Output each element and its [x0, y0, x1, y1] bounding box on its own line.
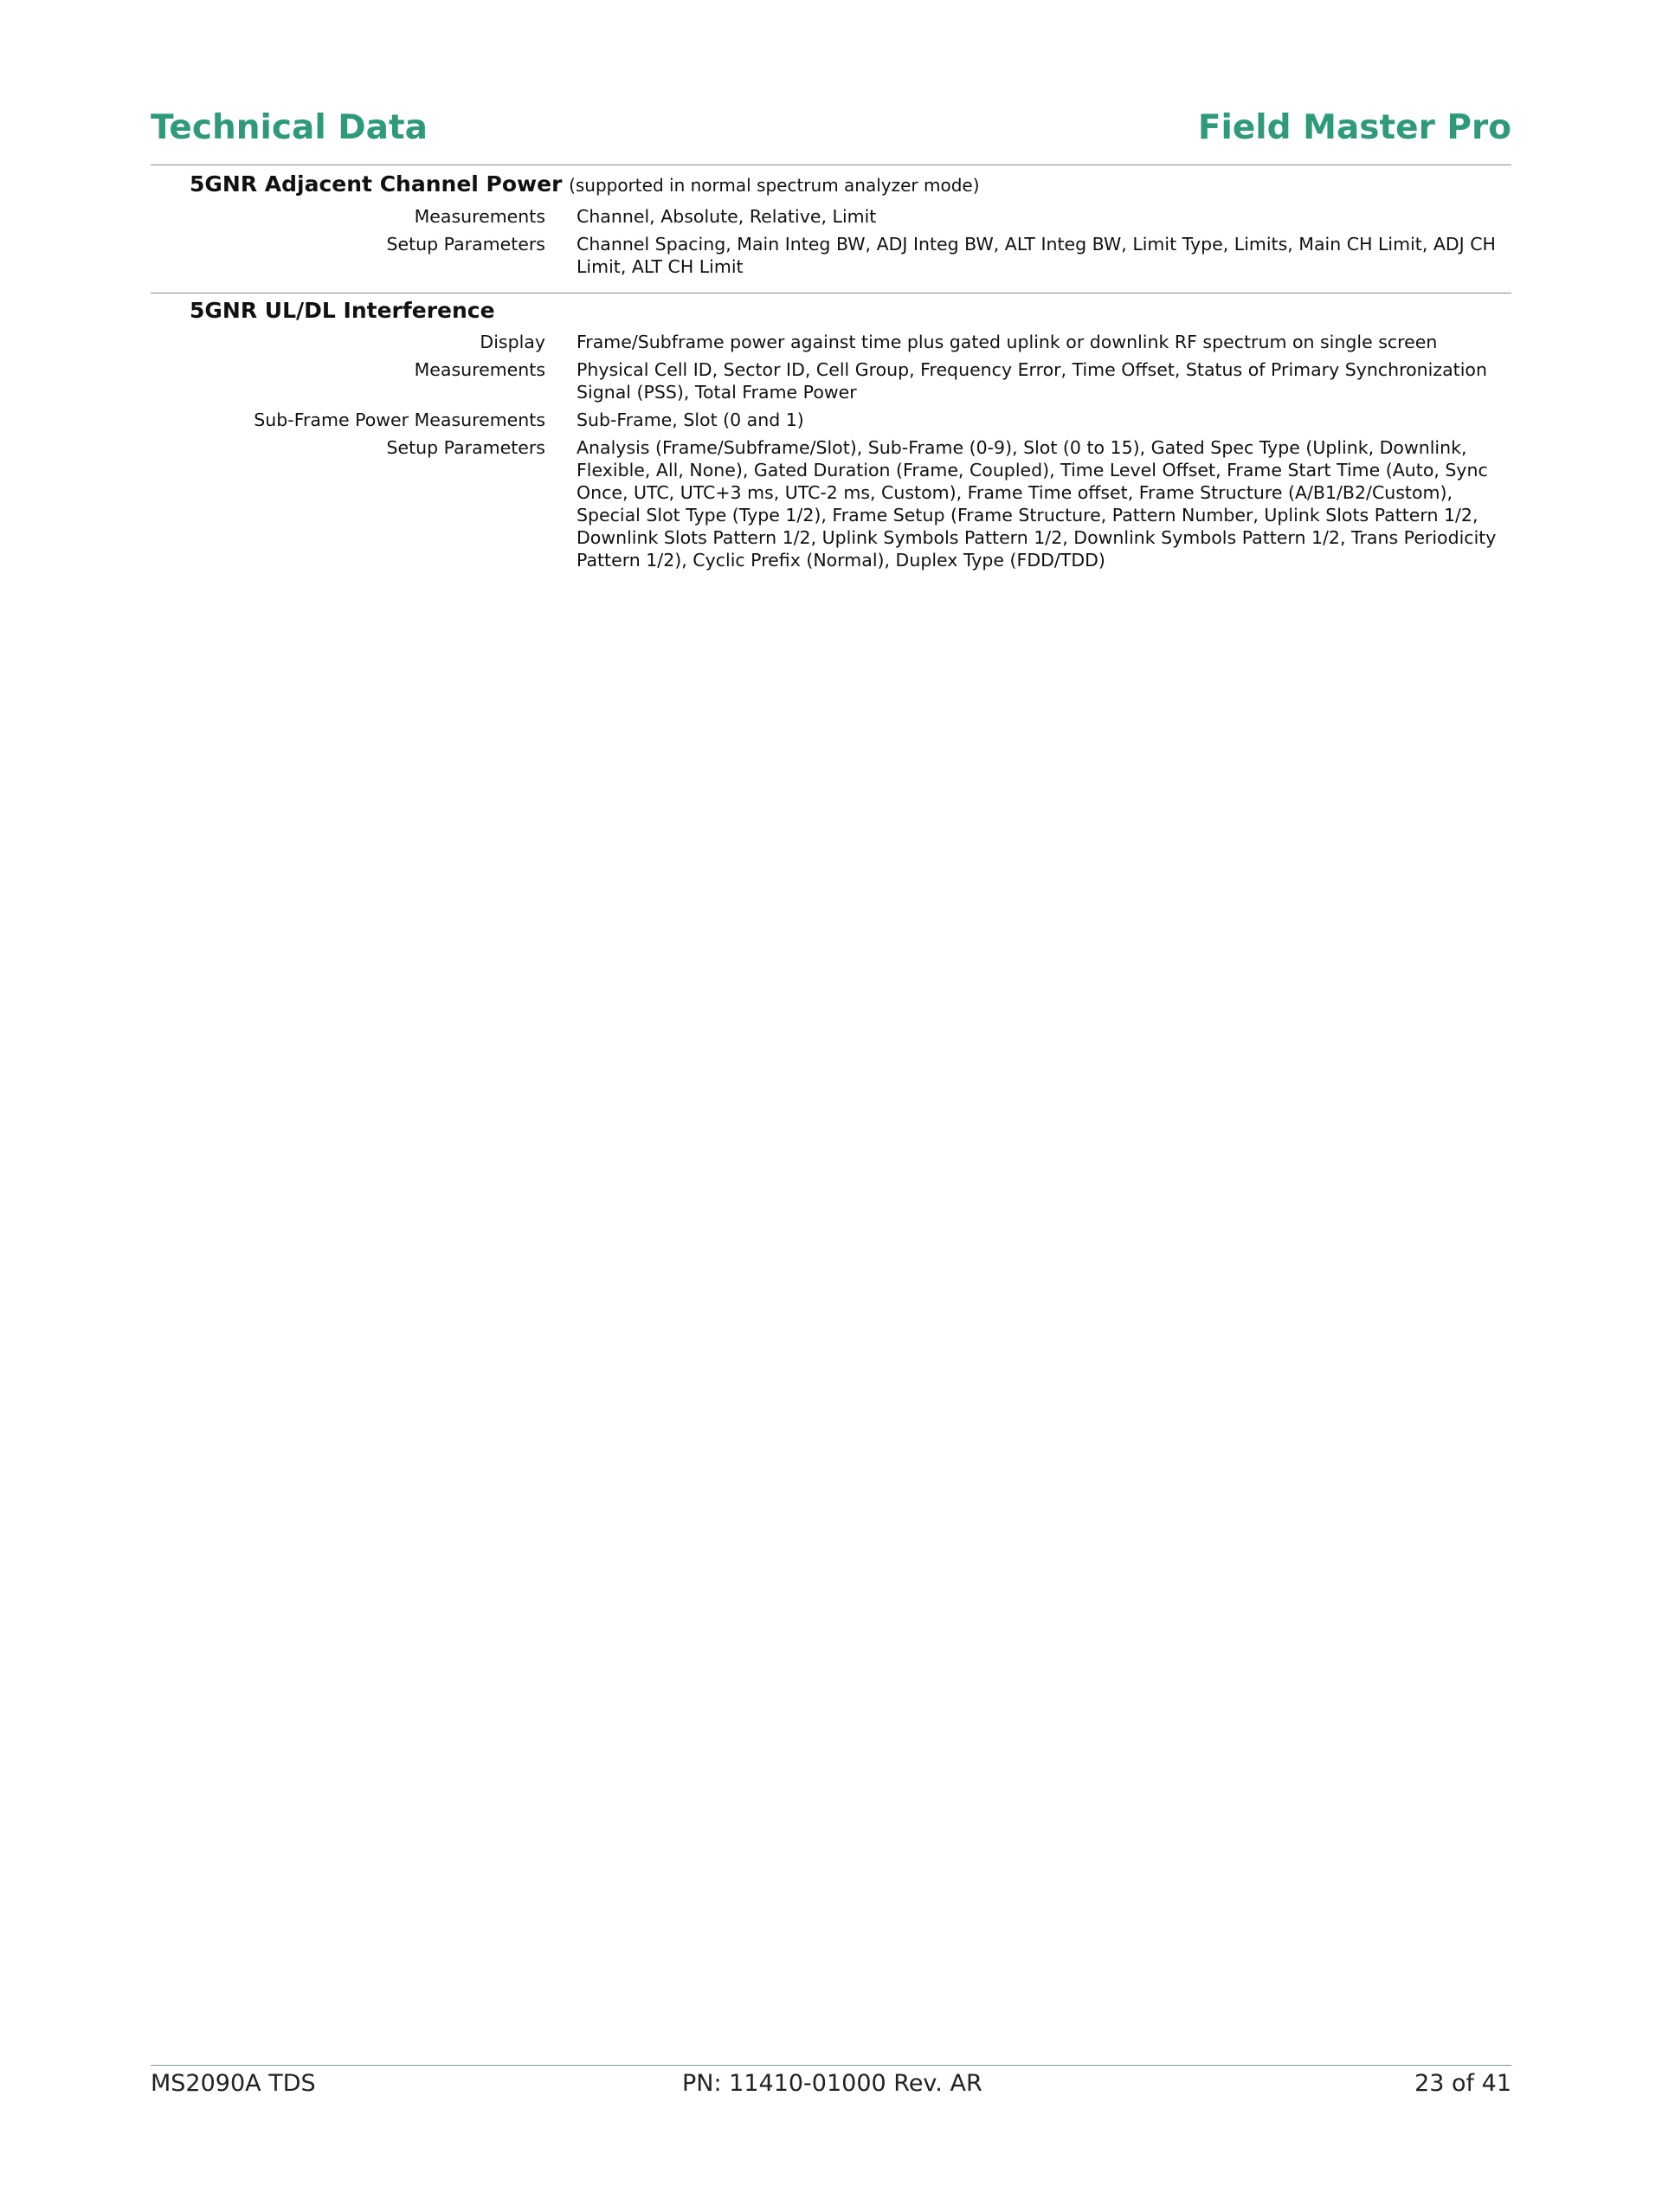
section-title-note: (supported in normal spectrum analyzer mode)	[569, 175, 980, 196]
spec-row	[151, 331, 1511, 353]
spec-label: Sub-Frame Power Measurements	[254, 410, 545, 430]
footer-divider	[151, 2065, 1511, 2066]
spec-value: Sub-Frame, Slot (0 and 1)	[577, 410, 804, 430]
header-divider	[151, 164, 1511, 165]
spec-row	[151, 205, 1511, 228]
spec-label: Display	[480, 332, 545, 352]
spec-row	[151, 409, 1511, 431]
section-ul-dl-interference	[151, 296, 1511, 571]
spec-label: Measurements	[414, 206, 545, 227]
section-title-text: 5GNR UL/DL Interference	[190, 298, 495, 323]
spec-value: Physical Cell ID, Sector ID, Cell Group, Frequency Error, Time Offset, Status of Primary Synchronization Signal (PSS), Total Frame Power	[577, 359, 1487, 403]
spec-value: Analysis (Frame/Subframe/Slot), Sub-Frame (0-9), Slot (0 to 15), Gated Spec Type (Uplink, Downlink, Flexible, All, None), Gated Duration (Frame, Coupled), Time Level Offset, Frame Start Time (Auto, Sync Once, UTC, UTC+3 ms, UTC-2 ms, Custom), Frame Time offset, Frame Structure (A/B1/B2/Custom), Special Slot Type (Type 1/2), Frame Setup (Frame Structure, Pattern Number, Uplink Slots Pattern 1/2, Downlink Slots Pattern 1/2, Uplink Symbols Pattern 1/2, Downlink Symbols Pattern 1/2, Trans Periodicity Pattern 1/2), Cyclic Prefix (Normal), Duplex Type (FDD/TDD)	[577, 437, 1497, 571]
footer-page-number: 23 of 41	[1414, 2070, 1511, 2097]
page-header	[151, 104, 1511, 166]
spec-label: Measurements	[414, 359, 545, 380]
section-title-text: 5GNR Adjacent Channel Power	[190, 171, 563, 197]
section-title	[190, 170, 1511, 200]
section-adjacent-channel-power	[151, 170, 1511, 278]
page-footer	[151, 2067, 1511, 2101]
spec-row	[151, 358, 1511, 403]
spec-label: Setup Parameters	[386, 234, 545, 255]
footer-part-number: PN: 11410-01000 Rev. AR	[682, 2070, 982, 2097]
product-name-title: Field Master Pro	[1197, 108, 1511, 147]
spec-row	[151, 233, 1511, 278]
spec-value: Channel, Absolute, Relative, Limit	[577, 206, 877, 227]
spec-row	[151, 436, 1511, 571]
spec-label: Setup Parameters	[386, 437, 545, 458]
document-section-title: Technical Data	[151, 108, 428, 147]
section-title	[190, 296, 1511, 326]
spec-value: Frame/Subframe power against time plus gated uplink or downlink RF spectrum on single screen	[577, 332, 1438, 352]
spec-value: Channel Spacing, Main Integ BW, ADJ Integ BW, ALT Integ BW, Limit Type, Limits, Main CH Limit, ADJ CH Limit, ALT CH Limit	[577, 234, 1496, 277]
footer-doc-id: MS2090A TDS	[151, 2070, 316, 2097]
